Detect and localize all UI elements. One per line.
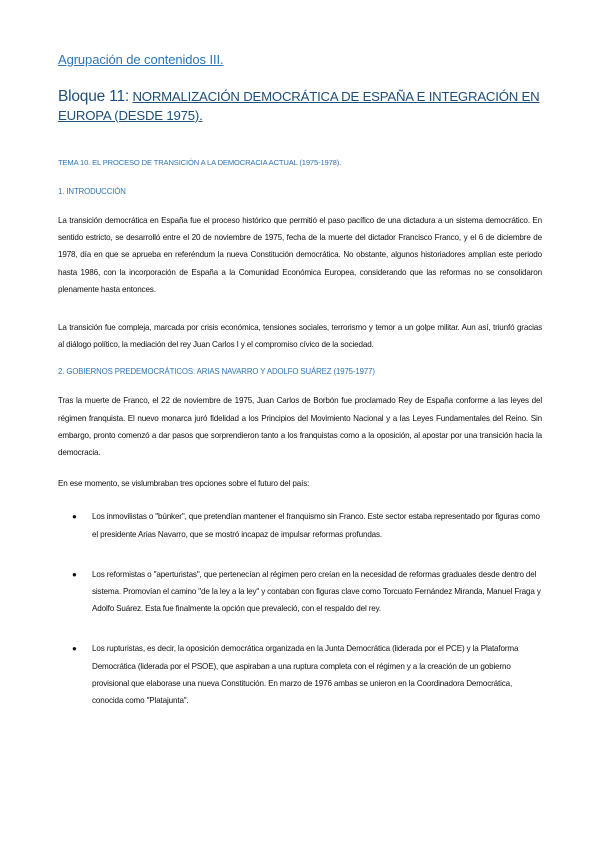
bloque-title-part1: NORMALIZACIÓN DEMOCRÁTICA DE ESPAÑA <box>132 89 414 104</box>
bloque-title-part2: E INTEGRACIÓN EN EUROPA (DESDE 1975). <box>58 89 540 123</box>
list-item-text: Los rupturistas, es decir, la oposición democrática organizada en la Junta Democrática (liderada por el PCE) y la Plataforma Democrática (liderada por el PSOE), que aspiraban a una ruptura completa con el régimen y a la creación de un gobierno provisional que elaborase una nueva Constitución. En marzo de 1976 ambas se unieron en la Coordinadora Democrática, conocida como "Platajunta". <box>92 644 519 706</box>
bloque-label: Bloque 11: <box>58 88 129 105</box>
paragraph: La transición fue compleja, marcada por crisis económica, tensiones sociales, terrorismo y temor a un golpe militar. Aun así, triunfó gracias al diálogo político, la mediación del rey Juan Carlos I y el compromiso cívico de la sociedad. <box>58 323 542 350</box>
bullet-icon: ● <box>72 512 77 522</box>
list-item <box>58 566 542 618</box>
paragraph: La transición democrática en España fue el proceso histórico que permitió el paso pacífico de una dictadura a un sistema democrático. En sentido estricto, se desarrolló entre el 20 de noviembre de 1975, fecha de la muerte del dictador Francisco Franco, y el 6 de diciembre de 1978, día en que se aprueba en referéndum la nueva Constitución democrática. No obstante, algunos historiadores amplían este periodo hasta 1986, con la incorporación de España a la Comunidad Económica Europea, considerando que las reformas no se consolidaron plenamente hasta entonces. <box>58 216 542 294</box>
options-list <box>58 508 542 709</box>
list-item-text: Los reformistas o "aperturistas", que pertenecían al régimen pero creían en la necesidad de reformas graduales desde dentro del sistema. Promovían el camino "de la ley a la ley" y contaban con figuras clave como Torcuato Fernández Miranda, Manuel Fraga y Adolfo Suárez. Esta fue finalmente la opción que prevaleció, con el respaldo del rey. <box>92 569 541 614</box>
paragraph: En ese momento, se vislumbraban tres opciones sobre el futuro del país: <box>58 479 310 489</box>
list-item <box>58 508 542 542</box>
agrupacion-heading: Agrupación de contenidos III. <box>58 52 224 67</box>
list-item <box>58 640 542 709</box>
section-heading-gobiernos: 2. GOBIERNOS PREDEMOCRÁTICOS: ARIAS NAVARRO Y ADOLFO SUÁREZ (1975-1977) <box>58 367 375 377</box>
list-item-text: Los inmovilistas o "búnker", que pretendían mantener el franquismo sin Franco. Este sector estaba representado por figuras como el presidente Arias Navarro, que se mostró incapaz de impulsar reformas profundas. <box>92 512 540 539</box>
bullet-icon: ● <box>72 644 77 654</box>
paragraph: Tras la muerte de Franco, el 22 de noviembre de 1975, Juan Carlos de Borbón fue proclamado Rey de España conforme a las leyes del régimen franquista. El nuevo monarca juró fidelidad a los Principios del Movimiento Nacional y a las Leyes Fundamentales del Reino. Sin embargo, pronto comenzó a dar pasos que sorprendieron tanto a los franquistas como a la oposición, al apostar por una transición hacia la democracia. <box>58 396 542 458</box>
section-heading-introduccion: 1. INTRODUCCIÓN <box>58 187 126 196</box>
bloque-title <box>58 87 542 125</box>
bullet-icon: ● <box>72 569 77 579</box>
tema-heading: TEMA 10. EL PROCESO DE TRANSICIÓN A LA DEMOCRACIA ACTUAL (1975-1978). <box>58 158 342 167</box>
